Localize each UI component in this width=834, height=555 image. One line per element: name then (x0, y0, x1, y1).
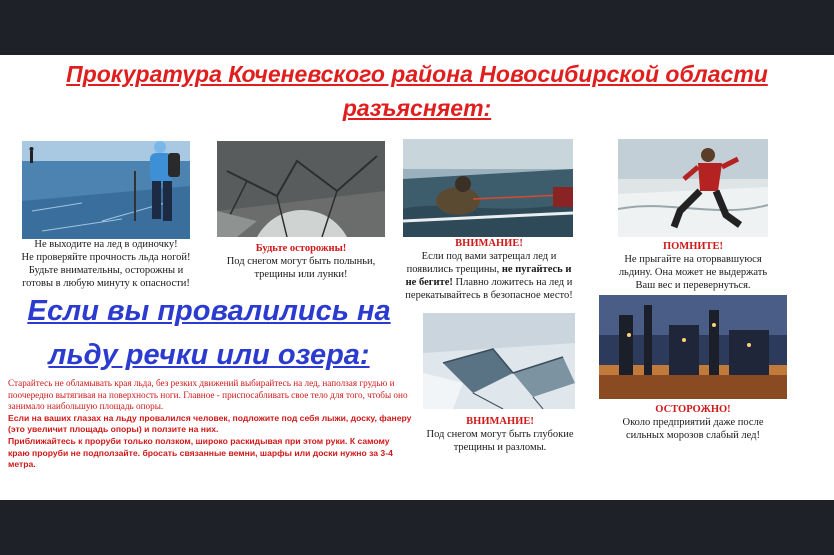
caption-heading: Будьте осторожны! (255, 243, 347, 254)
instruction-paragraph: Приближайтесь к проруби только ползком, широко раскидывая при этом руки. К самому краю проруби не подползайте. бросать связанные вемни, шарфы или доски нужно за 3-4 метра. (8, 435, 393, 470)
caption-heading: ВНИМАНИЕ! (455, 238, 523, 249)
caption-line: Под снегом могут быть полыньи, (226, 256, 376, 267)
caption-line: Не проверяйте прочность льда ногой! (21, 252, 191, 263)
poster-title-line1: Прокуратура Коченевского района Новосибирской области (66, 61, 768, 87)
safety-poster (0, 55, 834, 500)
caption-line: трещины и разломы. (453, 442, 547, 453)
caption-heading: ПОМНИТЕ! (662, 241, 724, 252)
caption-heading: ОСТОРОЖНО! (655, 404, 731, 415)
caption-line: Если под вами затрещал лед и (421, 251, 557, 262)
instruction-paragraph: Старайтесь не обламывать края льда, без резких движений выбирайтесь на лед, наползая грудью и поочередно вытягивая на поверхность ноги. Главное - приспосабливать свое тело для того, чтобы оно занимало наибольшую площадь опоры. (8, 378, 408, 412)
photo-industrial-plant (599, 295, 787, 399)
card-caption-careful (210, 242, 392, 281)
caption-line: льдину. Она может не выдержать (618, 267, 768, 278)
caption-line: не бегите! Плавно ложитесь на лед и (405, 277, 573, 288)
caption-line: Около предприятий даже после (622, 417, 764, 428)
caption-line: Ваш вес и перевернуться. (635, 280, 751, 291)
caption-line: перекатывайтесь в безопасное место! (405, 290, 573, 301)
caption-line: сильных морозов слабый лед! (626, 430, 760, 441)
photo-person-on-ice (22, 141, 190, 239)
caption-line: появились трещины, не пугайтесь и (406, 264, 572, 275)
instruction-paragraph: Если на ваших глазах на льду провалился человек, подложите под себя лыжи, доску, фанеру (это увеличит площадь опоры) и ползите на них. (8, 412, 412, 435)
rescue-instructions (8, 378, 413, 471)
caption-line: Не прыгайте на оторвавшуюся (624, 254, 762, 265)
caption-heading: ВНИМАНИЕ! (466, 416, 534, 427)
caption-line: Будьте внимательны, осторожны и (28, 265, 184, 276)
card-caption-plants (598, 403, 788, 442)
headline-line2: льду речки или озера: (48, 339, 370, 371)
poster-title-line2: разъясняет: (342, 95, 492, 121)
photo-ice-rescue (403, 139, 573, 237)
caption-line: готовы в любую минуту к опасности! (22, 278, 190, 289)
card-caption-deep-cracks (405, 415, 595, 454)
photo-jumping-floe (618, 139, 768, 237)
caption-line: Под снегом могут быть глубокие (426, 429, 574, 440)
headline-line1: Если вы провалились на (27, 295, 391, 327)
caption-line: Не выходите на лед в одиночку! (34, 239, 178, 250)
photo-cracked-ice (217, 141, 385, 237)
card-caption-solo (8, 238, 204, 290)
photo-broken-ice (423, 313, 575, 409)
card-caption-remember (598, 240, 788, 292)
caption-line: трещины или лунки! (254, 269, 348, 280)
card-caption-crack (394, 237, 584, 302)
